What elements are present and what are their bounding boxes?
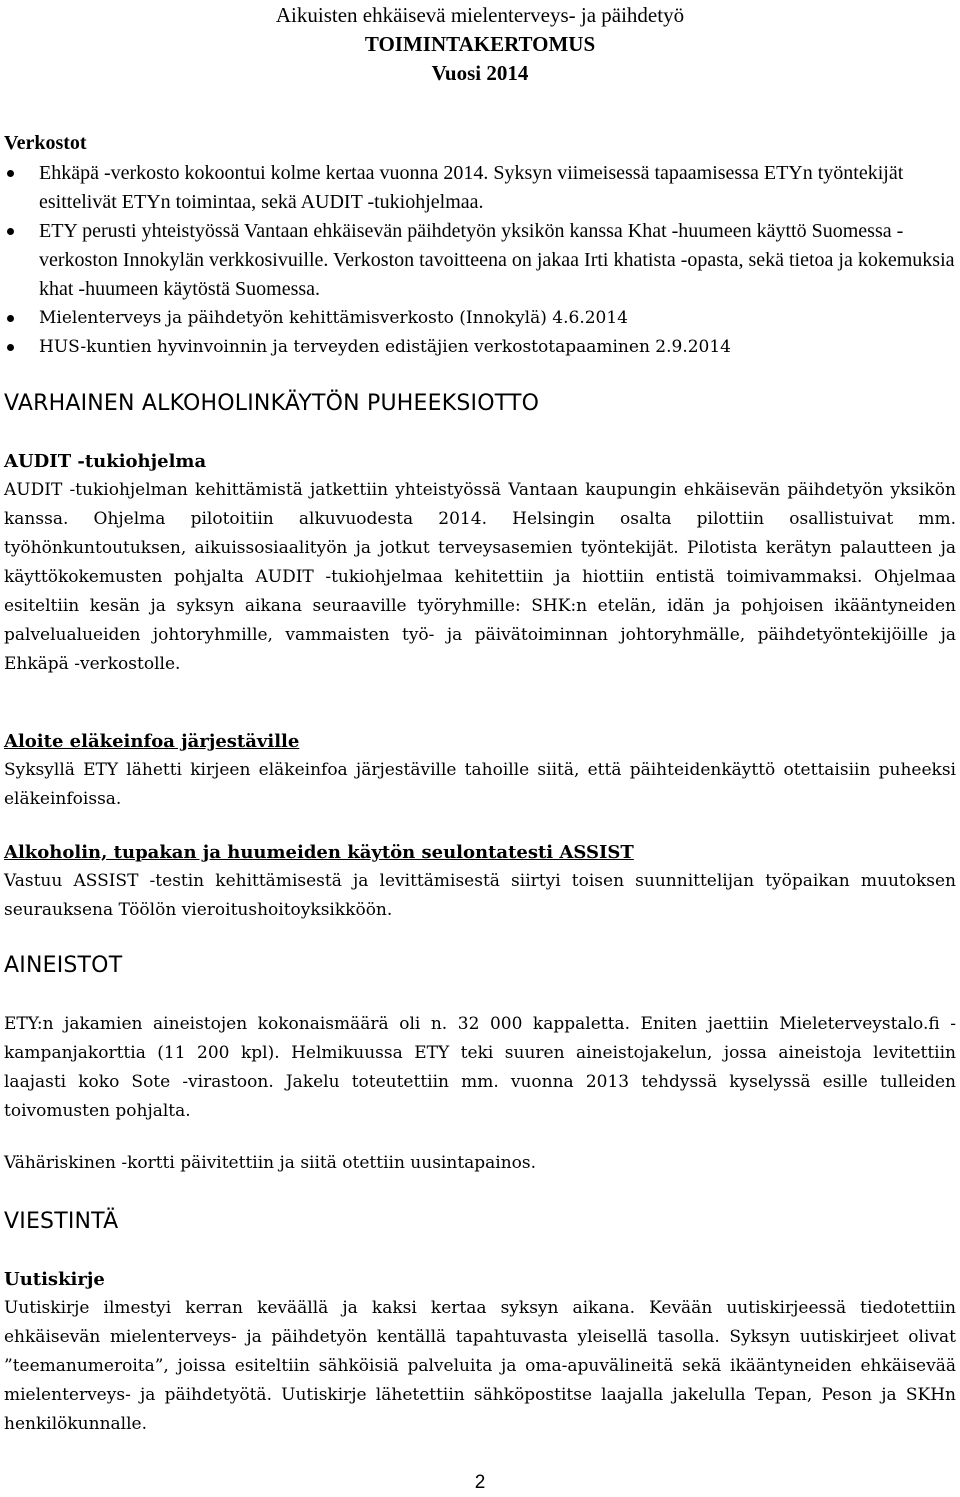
assist-section bbox=[4, 838, 956, 925]
assist-paragraph: Vastuu ASSIST -testin kehittämisestä ja levittämisestä siirtyi toisen suunnittelijan työpaikan muutoksen seurauksena Töölön vieroitushoitoyksikköön. bbox=[4, 871, 956, 920]
list-item: ETY perusti yhteistyössä Vantaan ehkäisevän päihdetyön yksikön kanssa Khat -huumeen käyttö Suomessa -verkoston Innokylän verkkosivuille. Verkoston tavoitteena on jakaa Irti khatista -opasta, sekä tietoa ja kokemuksia khat -huumeen käytöstä Suomessa. bbox=[4, 217, 956, 304]
elakeinfo-section bbox=[4, 727, 956, 814]
aineistot-paragraph: ETY:n jakamien aineistojen kokonaismäärä oli n. 32 000 kappaletta. Eniten jaettiin Mieleterveystalo.fi -kampanjakorttia (11 200 kpl). Helmikuussa ETY teki suuren aineistojakelun, jossa aineistoja levitettiin laajasti koko Sote -virastoon. Jakelu toteutettiin mm. vuonna 2013 tehdyssä kyselyssä esille tulleiden toivomusten pohjalta. bbox=[4, 1014, 956, 1121]
list-item: Mielenterveys ja päihdetyön kehittämisverkosto (Innokylä) 4.6.2014 bbox=[4, 304, 956, 333]
elakeinfo-paragraph: Syksyllä ETY lähetti kirjeen eläkeinfoa järjestäville tahoille siitä, että päihteidenkäyttö otettaisiin puheeksi eläkeinfoissa. bbox=[4, 760, 956, 809]
verkostot-section bbox=[4, 130, 956, 362]
page-number: 2 bbox=[474, 1472, 486, 1493]
header-organization: Aikuisten ehkäisevä mielenterveys- ja päihdetyö bbox=[275, 3, 685, 27]
aineistot-paragraph-2: Vähäriskinen -kortti päivitettiin ja siitä otettiin uusintapainos. bbox=[4, 1153, 537, 1173]
viestinta-heading: VIESTINTÄ bbox=[4, 1209, 119, 1234]
list-item: Ehkäpä -verkosto kokoontui kolme kertaa vuonna 2014. Syksyn viimeisessä tapaamisessa ETYn työntekijät esittelivät ETYn toimintaa, sekä AUDIT -tukiohjelmaa. bbox=[4, 159, 956, 217]
uutiskirje-section bbox=[4, 1265, 956, 1439]
audit-heading: AUDIT -tukiohjelma bbox=[4, 451, 207, 472]
page-header bbox=[0, 0, 960, 86]
aineistot-heading: AINEISTOT bbox=[4, 953, 123, 978]
uutiskirje-heading: Uutiskirje bbox=[4, 1269, 105, 1290]
elakeinfo-heading: Aloite eläkeinfoa järjestäville bbox=[4, 731, 300, 752]
uutiskirje-paragraph: Uutiskirje ilmestyi kerran keväällä ja kaksi kertaa syksyn aikana. Kevään uutiskirjeessä tiedotettiin ehkäisevän mielenterveys- ja päihdetyön kentällä tapahtuvasta yleisellä tasolla. Syksyn uutiskirjeet olivat ”teemanumeroita”, joissa esiteltiin sähköisiä palveluita ja oma-apuvälineitä sekä ikääntyneiden ehkäisevää mielenterveys- ja päihdetyötä. Uutiskirje lähetettiin sähköpostitse laajalla jakelulla Tepan, Peson ja SKHn henkilökunnalle. bbox=[4, 1298, 956, 1434]
assist-heading: Alkoholin, tupakan ja huumeiden käytön seulontatesti ASSIST bbox=[4, 842, 634, 863]
header-title: TOIMINTAKERTOMUS bbox=[364, 32, 596, 56]
varhainen-heading: VARHAINEN ALKOHOLINKÄYTÖN PUHEEKSIOTTO bbox=[4, 391, 540, 416]
list-item: HUS-kuntien hyvinvoinnin ja terveyden edistäjien verkostotapaaminen 2.9.2014 bbox=[4, 333, 956, 362]
header-year: Vuosi 2014 bbox=[431, 61, 529, 85]
audit-section bbox=[4, 447, 956, 679]
verkostot-heading: Verkostot bbox=[4, 132, 87, 154]
verkostot-list bbox=[4, 159, 956, 362]
audit-paragraph: AUDIT -tukiohjelman kehittämistä jatkettiin yhteistyössä Vantaan kaupungin ehkäisevän päihdetyön yksikön kanssa. Ohjelma pilotoitiin alkuvuodesta 2014. Helsingin osalta pilottiin osallistuivat mm. työhönkuntoutuksen, aikuissosiaalityön ja jotkut terveysasemien työntekijät. Pilotista kerätyn palautteen ja käyttökokemusten pohjalta AUDIT -tukiohjelmaa kehitettiin ja hiottiin entistä toimivammaksi. Ohjelmaa esiteltiin kesän ja syksyn aikana seuraaville työryhmille: SHK:n etelän, idän ja pohjoisen ikääntyneiden palvelualueiden johtoryhmille, vammaisten työ- ja päivätoiminnan johtoryhmälle, päihdetyöntekijöille ja Ehkäpä -verkostolle. bbox=[4, 480, 956, 674]
